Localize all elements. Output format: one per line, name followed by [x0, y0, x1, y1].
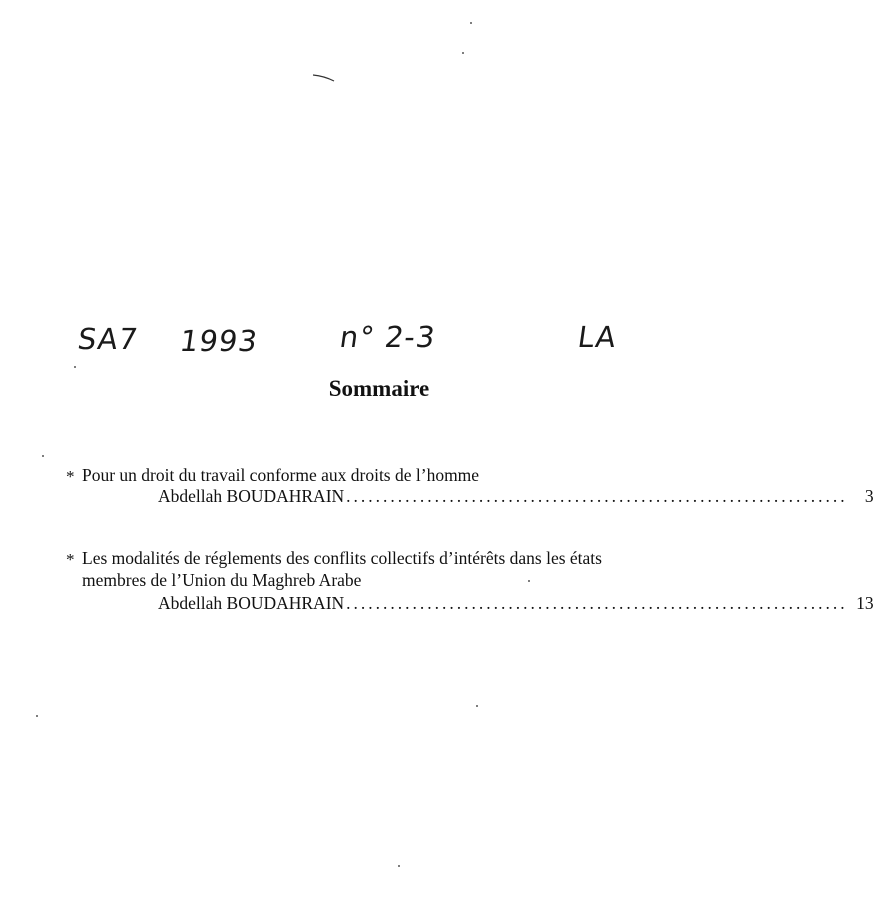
scan-speck [528, 580, 530, 582]
entry-page-number: 13 [856, 593, 874, 613]
entry-author: Abdellah BOUDAHRAIN [158, 486, 345, 506]
scan-speck [476, 705, 478, 707]
entry-author: Abdellah BOUDAHRAIN [158, 593, 345, 613]
scan-speck [36, 715, 38, 717]
entry-title-continued: membres de l’Union du Maghreb Arabe [82, 570, 362, 590]
entry-author-row [158, 486, 874, 507]
page-title: Sommaire [328, 376, 430, 401]
handwritten-issue: n° 2-3 [337, 320, 438, 354]
handwritten-code: SA7 [75, 322, 141, 356]
entry-title: Les modalités de réglements des conflits collectifs d’intérêts dans les états [82, 548, 602, 568]
entry-author-row [158, 593, 874, 614]
entry-bullet: * [66, 550, 75, 569]
entry-title: Pour un droit du travail conforme aux droits de l’homme [82, 465, 480, 485]
scan-speck [74, 366, 76, 368]
entry-bullet: * [66, 467, 75, 486]
scan-speck [462, 52, 464, 54]
pen-mark [312, 72, 336, 84]
scan-speck [398, 865, 400, 867]
scan-speck [470, 22, 472, 24]
handwritten-annotations [0, 322, 728, 372]
entry-page-number: 3 [864, 486, 874, 506]
scan-speck [42, 455, 44, 457]
dot-leader: .................................................................... [346, 486, 848, 506]
handwritten-year: 1993 [177, 324, 261, 358]
dot-leader: .................................................................... [346, 593, 848, 613]
handwritten-language: LA [575, 320, 620, 354]
